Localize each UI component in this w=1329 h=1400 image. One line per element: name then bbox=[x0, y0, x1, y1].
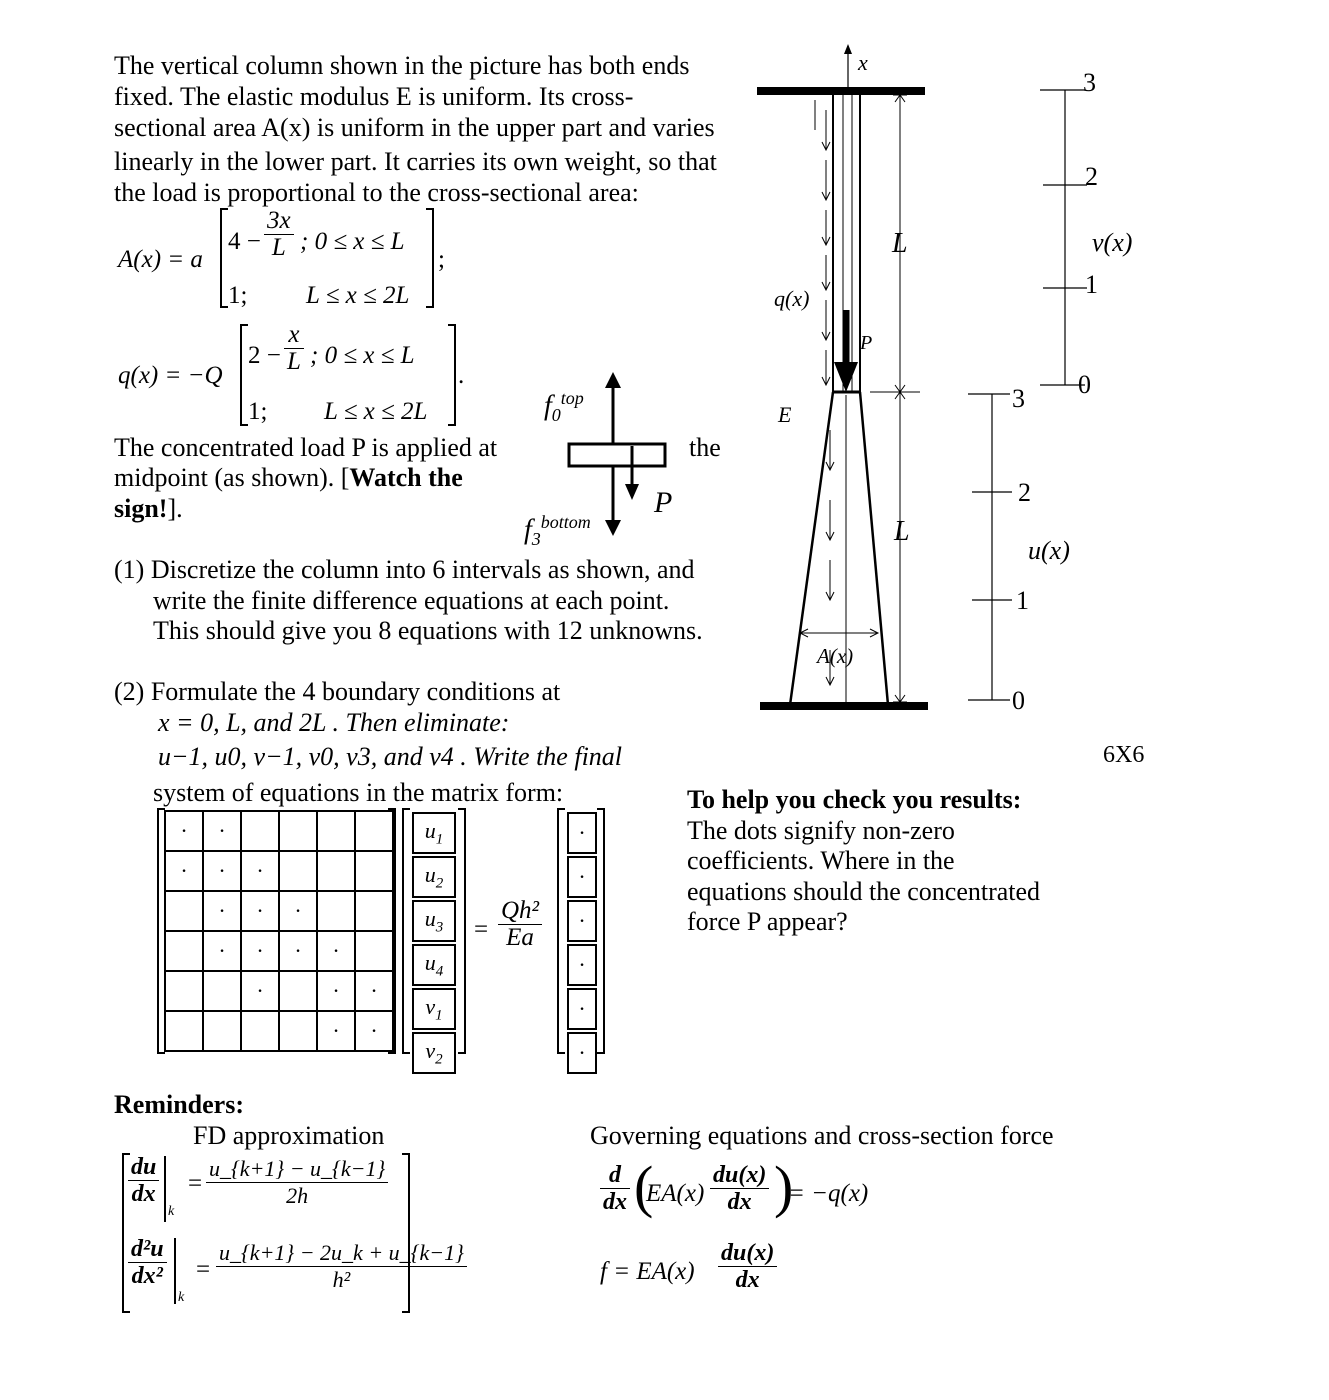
v-tick-3: 3 bbox=[1083, 68, 1096, 97]
force-frac: $\frac{du(x)}{dx}$ bbox=[718, 1240, 777, 1293]
fd-d2-rhs: $\frac{u\_\{k+1\} - 2u\_k + u\_\{k-1\}}{\text{h²}}$ bbox=[216, 1240, 467, 1293]
u-tick-2: 2 bbox=[1018, 478, 1031, 507]
unknown-bracket-left bbox=[402, 808, 410, 1054]
v-tick-2: 2 bbox=[1085, 162, 1098, 191]
area-eq-tail: ; bbox=[438, 246, 445, 273]
matrix-cell: · bbox=[241, 851, 279, 891]
rhs-cell: · bbox=[567, 988, 597, 1030]
matrix-row bbox=[165, 891, 393, 931]
fig-E-label: E bbox=[778, 402, 792, 427]
gov-du-dx: $\frac{du(x)}{dx}$ bbox=[710, 1162, 769, 1215]
conc-load-line-2-plain: midpoint (as shown). [ bbox=[114, 463, 350, 492]
area-eq-row1-range: ; 0 ≤ x ≤ L bbox=[300, 228, 405, 255]
matrix-factor-den: Ea bbox=[506, 924, 534, 951]
fig-P-label: P bbox=[860, 332, 873, 354]
task2-line-4: system of equations in the matrix form: bbox=[153, 778, 564, 807]
load-eq-row1-range: ; 0 ≤ x ≤ L bbox=[310, 342, 415, 369]
gov-paren-right: ) bbox=[774, 1154, 794, 1219]
unknown-cell: $u_3$ bbox=[412, 900, 456, 942]
v-tick-1: 1 bbox=[1085, 270, 1098, 299]
matrix-cell: · bbox=[165, 851, 203, 891]
fd-d1-rhs: $\frac{u\_\{k+1\} - u\_\{k-1\}}{2h}$ bbox=[206, 1156, 388, 1209]
check-line-2: coefficients. Where in the bbox=[687, 846, 955, 875]
column-figure bbox=[740, 40, 1180, 730]
rhs-cell: · bbox=[567, 944, 597, 986]
matrix-size-label: 6X6 bbox=[1103, 742, 1145, 768]
conc-load-line-1: The concentrated load P is applied at bbox=[114, 433, 498, 462]
v-tick-0: 0 bbox=[1078, 370, 1091, 399]
matrix-row bbox=[165, 1011, 393, 1051]
fd-d2-sub: k bbox=[178, 1290, 185, 1305]
matrix-cell: · bbox=[165, 811, 203, 851]
load-eq-row1-pre: 2 − bbox=[248, 342, 281, 369]
matrix-cell: · bbox=[203, 931, 241, 971]
matrix-cell bbox=[317, 891, 355, 931]
fig-L-lower: L bbox=[894, 516, 910, 547]
unknown-cell: $u_2$ bbox=[412, 856, 456, 898]
area-eq-brace-left bbox=[220, 208, 228, 308]
matrix-cell: · bbox=[203, 851, 241, 891]
task2-line-2: x = 0, L, and 2L . Then eliminate: bbox=[158, 708, 510, 737]
matrix-cell: · bbox=[317, 931, 355, 971]
matrix-cell: · bbox=[355, 971, 393, 1011]
unknown-cell: $u_4$ bbox=[412, 944, 456, 986]
fd-d2-lhs: $\frac{\text{d²u}}{\text{dx²}}$ bbox=[128, 1236, 167, 1289]
matrix-cell bbox=[165, 931, 203, 971]
conc-load-line-2-bold: Watch the bbox=[349, 463, 463, 492]
matrix-cell: · bbox=[279, 891, 317, 931]
load-eq-row2-range: L ≤ x ≤ 2L bbox=[324, 398, 428, 425]
fd-title: FD approximation bbox=[193, 1121, 385, 1150]
matrix-cell bbox=[317, 851, 355, 891]
matrix-cell: · bbox=[279, 931, 317, 971]
load-eq-row2-val: 1; bbox=[248, 398, 268, 425]
matrix-cell bbox=[279, 971, 317, 1011]
check-line-4: force P appear? bbox=[687, 907, 848, 936]
u-tick-0: 0 bbox=[1012, 686, 1025, 715]
matrix-cell bbox=[203, 971, 241, 1011]
matrix-factor bbox=[498, 898, 542, 951]
fig-x-axis-label: x bbox=[858, 50, 868, 75]
matrix-cell bbox=[279, 851, 317, 891]
conc-load-line-2 bbox=[114, 462, 463, 493]
task1-line-2: write the finite difference equations at each point. bbox=[153, 586, 670, 615]
load-eq-num: x bbox=[284, 322, 304, 349]
load-eq-lhs: q(x) = −Q bbox=[118, 362, 223, 389]
conc-load-line-3 bbox=[114, 493, 183, 524]
matrix-cell: · bbox=[317, 1011, 355, 1051]
fig-q-label: q(x) bbox=[774, 286, 810, 311]
task1-line-1: (1) Discretize the column into 6 intervals as shown, and bbox=[114, 555, 695, 584]
matrix-cell bbox=[279, 1011, 317, 1051]
rhs-cell: · bbox=[567, 1032, 597, 1074]
gov-title: Governing equations and cross-section force bbox=[590, 1121, 1054, 1150]
matrix-cell bbox=[165, 971, 203, 1011]
load-eq-tail: . bbox=[458, 362, 465, 389]
unknown-cell: $v_1$ bbox=[412, 988, 456, 1030]
fd-d1-sub: k bbox=[168, 1204, 175, 1219]
unknown-cell: $u_1$ bbox=[412, 812, 456, 854]
force-lhs: f = EA(x) bbox=[600, 1258, 695, 1285]
u-tick-1: 1 bbox=[1016, 586, 1029, 615]
fig-u-label: u(x) bbox=[1028, 536, 1070, 565]
gov-ea: EA(x) bbox=[646, 1180, 705, 1207]
rhs-bracket-left bbox=[557, 808, 565, 1054]
conc-load-word-the: the bbox=[689, 433, 721, 462]
fbd-f3-label: $f_3^{bottom}$ bbox=[524, 512, 591, 549]
fd-d2-equals: = bbox=[196, 1256, 211, 1283]
area-eq-brace-right bbox=[426, 208, 434, 308]
intro-line-1: The vertical column shown in the picture has both ends bbox=[114, 51, 690, 80]
intro-line-3: sectional area A(x) is uniform in the upper part and varies bbox=[114, 113, 715, 142]
load-eq-row1-frac bbox=[284, 322, 304, 375]
matrix-row bbox=[165, 851, 393, 891]
check-title: To help you check you results: bbox=[687, 785, 1022, 814]
rhs-vector bbox=[565, 810, 599, 1076]
conc-load-line-3-bold: sign! bbox=[114, 494, 168, 523]
rhs-cell: · bbox=[567, 900, 597, 942]
matrix-cell bbox=[279, 811, 317, 851]
fd-d1-bar bbox=[164, 1156, 166, 1222]
matrix-cell: · bbox=[203, 811, 241, 851]
unknown-vector bbox=[410, 810, 458, 1076]
gov-paren-left: ( bbox=[634, 1154, 654, 1219]
conc-load-line-3-plain: ]. bbox=[167, 494, 183, 523]
task1-line-3: This should give you 8 equations with 12 unknowns. bbox=[153, 616, 703, 645]
area-eq-num: 3x bbox=[264, 208, 294, 235]
matrix-cell: · bbox=[241, 891, 279, 931]
area-eq-lhs: A(x) = a bbox=[118, 246, 203, 273]
load-eq-den: L bbox=[287, 348, 301, 375]
intro-line-5: the load is proportional to the cross-sectional area: bbox=[114, 178, 639, 207]
fd-d1-equals: = bbox=[188, 1170, 203, 1197]
matrix-cell bbox=[241, 811, 279, 851]
matrix-row bbox=[165, 971, 393, 1011]
fd-bracket-right bbox=[402, 1153, 410, 1313]
matrix-cell bbox=[203, 1011, 241, 1051]
intro-line-2: fixed. The elastic modulus E is uniform. Its cross- bbox=[114, 82, 634, 111]
gov-d-dx: $\frac{d}{dx}$ bbox=[600, 1162, 630, 1215]
check-line-1: The dots signify non-zero bbox=[687, 816, 955, 845]
task2-line-3: u−1, u0, v−1, v0, v3, and v4 . Write the final bbox=[158, 742, 623, 771]
matrix-cell: · bbox=[241, 971, 279, 1011]
matrix-cell bbox=[165, 1011, 203, 1051]
fig-L-upper: L bbox=[892, 228, 908, 259]
gov-rhs: = −q(x) bbox=[788, 1180, 869, 1207]
reminders-title: Reminders: bbox=[114, 1090, 244, 1119]
fig-A-label: A(x) bbox=[817, 644, 854, 668]
intro-line-4: linearly in the lower part. It carries its own weight, so that bbox=[114, 147, 717, 176]
matrix-cell: · bbox=[203, 891, 241, 931]
fd-d1-lhs: $\frac{du}{dx}$ bbox=[128, 1154, 159, 1207]
matrix-factor-num: Qh² bbox=[498, 898, 542, 925]
matrix-row bbox=[165, 811, 393, 851]
unknown-bracket-right bbox=[458, 808, 466, 1054]
fbd-p-label: P bbox=[654, 486, 673, 519]
matrix-cell bbox=[241, 1011, 279, 1051]
matrix-cell: · bbox=[355, 1011, 393, 1051]
fig-v-label: v(x) bbox=[1092, 228, 1133, 257]
matrix-bracket-right bbox=[388, 808, 396, 1054]
matrix-row bbox=[165, 931, 393, 971]
area-eq-row2-range: L ≤ x ≤ 2L bbox=[306, 282, 410, 309]
coefficient-matrix bbox=[164, 810, 394, 1052]
rhs-cell: · bbox=[567, 856, 597, 898]
load-eq-brace-right bbox=[448, 324, 456, 426]
matrix-equals: = bbox=[474, 916, 489, 943]
check-line-3: equations should the concentrated bbox=[687, 877, 1041, 906]
matrix-cell bbox=[317, 811, 355, 851]
fbd-f0-label: $f_0^{top}$ bbox=[544, 388, 584, 425]
rhs-bracket-right bbox=[597, 808, 605, 1054]
area-eq-row1-pre: 4 − bbox=[228, 228, 261, 255]
rhs-cell: · bbox=[567, 812, 597, 854]
task2-line-1: (2) Formulate the 4 boundary conditions at bbox=[114, 677, 561, 706]
u-tick-3: 3 bbox=[1012, 384, 1025, 413]
matrix-cell: · bbox=[241, 931, 279, 971]
area-eq-row1-frac bbox=[264, 208, 294, 261]
fd-d2-bar bbox=[174, 1238, 176, 1304]
unknown-cell: $v_2$ bbox=[412, 1032, 456, 1074]
matrix-cell bbox=[165, 891, 203, 931]
load-eq-brace-left bbox=[240, 324, 248, 426]
area-eq-den: L bbox=[271, 234, 286, 261]
area-eq-row2-val: 1; bbox=[228, 282, 248, 309]
matrix-cell: · bbox=[317, 971, 355, 1011]
